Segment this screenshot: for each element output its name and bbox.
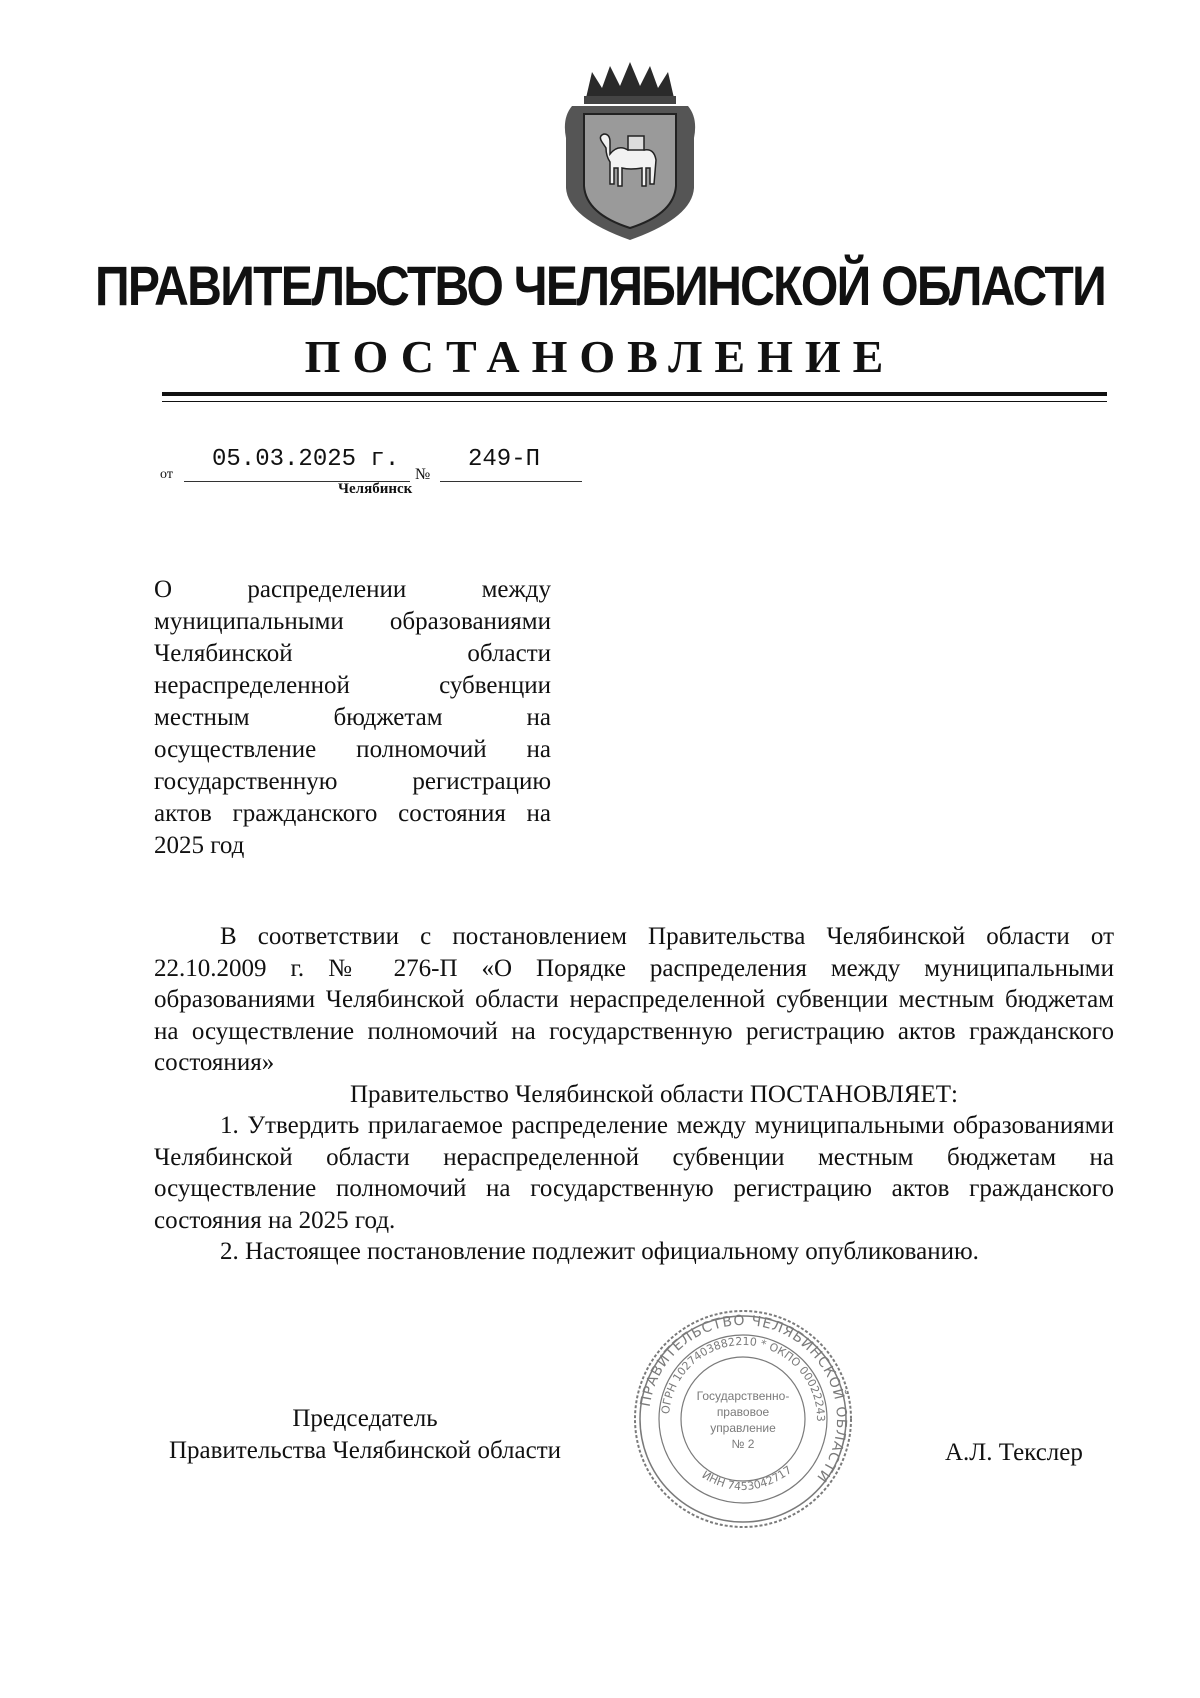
subject-line: муниципальными образованиями [154,608,551,635]
header-rule-thick [162,392,1107,396]
date-prefix: от [160,467,173,482]
document-body [154,921,1114,1268]
document-date: 05.03.2025 г. [212,446,400,473]
coat-of-arms-emblem [558,58,702,244]
subject-line: государственную регистрацию [154,768,551,795]
seal-center-line-1: Государственно- [696,1389,790,1403]
number-prefix: № [415,466,431,483]
subject-line: Челябинской области [154,640,551,667]
item-2-paragraph: 2. Настоящее постановление подлежит официальному опубликованию. [220,1238,979,1265]
signatory-title-line-2: Правительства Челябинской области [168,1437,562,1464]
resolves-line: Правительство Челябинской области ПОСТАНОВЛЯЕТ: [350,1080,958,1108]
seal-ring-text: ОГРН 1027403882210 * ОКПО 00022243 [659,1334,828,1422]
document-number: 249-П [468,446,541,473]
document-subject [154,574,551,862]
subject-line: актов гражданского состояния на [154,800,551,827]
city-label: Челябинск [338,481,413,497]
seal-center-line-2: правовое [716,1405,770,1419]
preamble-paragraph: В соответствии с постановлением Правительства Челябинской области от 22.10.2009 г. № 276-П «О Порядке распределения между муниципальными образованиями Челябинской области нераспределенной субвенции местным бюджетам на осуществление полномочий на государственную регистрацию актов гражданского состояния» [154,923,1114,1076]
document-type-title: ПОСТАНОВЛЕНИЕ [304,331,896,382]
svg-text:ИНН 7453042717 [700,1463,794,1493]
official-seal [632,1308,854,1530]
signatory-title-line-1: Председатель [292,1405,438,1432]
subject-line: О распределении между [154,576,551,603]
seal-outer-text: ПРАВИТЕЛЬСТВО ЧЕЛЯБИНСКОЙ ОБЛАСТИ [637,1312,850,1486]
header-rule-thin [162,401,1107,402]
subject-line: нераспределенной субвенции [154,672,551,699]
subject-line: местным бюджетам на [154,704,551,731]
item-1-paragraph: 1. Утвердить прилагаемое распределение между муниципальными образованиями Челябинской области нераспределенной субвенции местным бюджетам на осуществление полномочий на государственную регистрацию актов гражданского состояния на 2025 год. [154,1112,1114,1234]
organization-title: ПРАВИТЕЛЬСТВО ЧЕЛЯБИНСКОЙ ОБЛАСТИ [95,254,1105,317]
seal-inn-text: ИНН 7453042717 [699,1463,795,1494]
seal-center-line-3: управление [710,1421,776,1435]
signatory-name: А.Л. Текслер [945,1439,1083,1466]
subject-line: 2025 год [154,832,245,859]
signatory-title [150,1403,580,1467]
subject-line: осуществление полномочий на [154,736,551,763]
seal-center-line-4: № 2 [731,1437,755,1451]
number-underline [440,481,582,482]
